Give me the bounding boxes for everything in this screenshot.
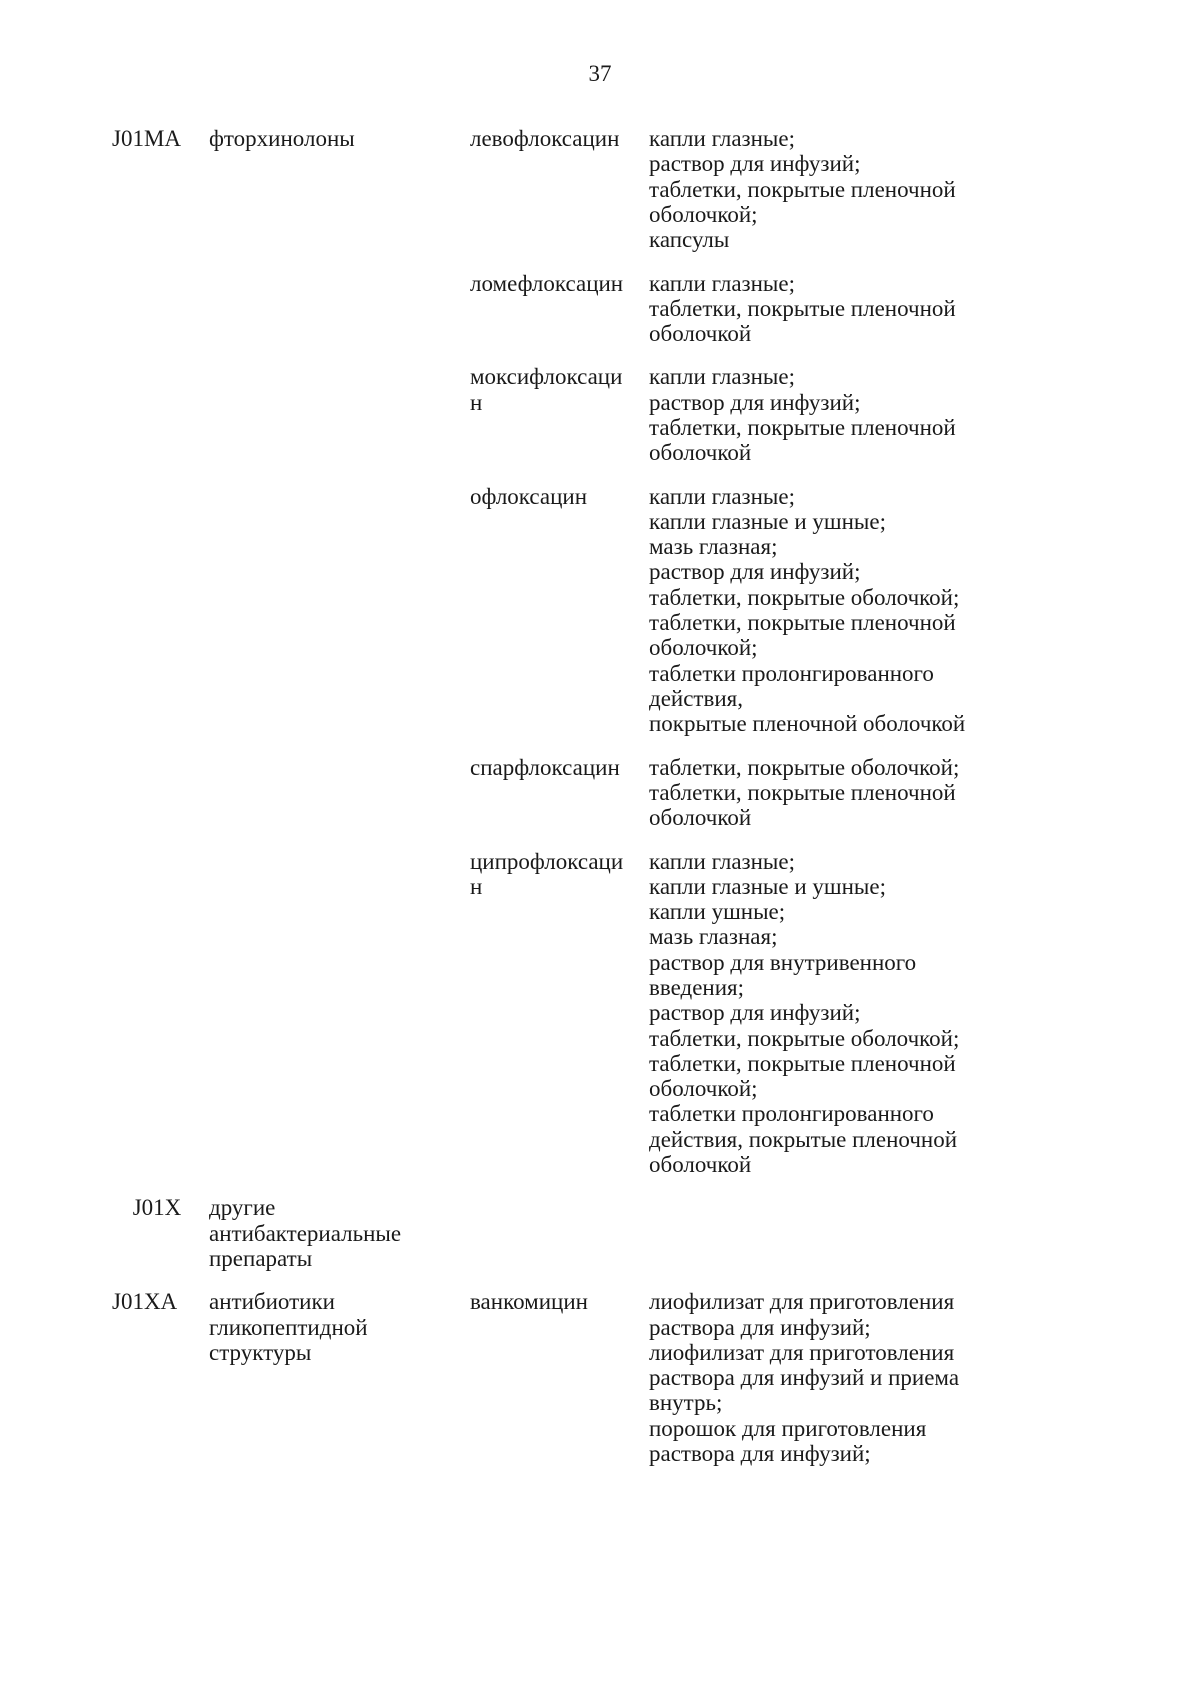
dosage-forms-line: раствор для инфузий; bbox=[649, 389, 861, 415]
drug-name bbox=[470, 1289, 650, 1314]
dosage-forms bbox=[649, 1289, 994, 1466]
drug-name-line: н bbox=[470, 389, 483, 415]
pharmacological-group-line: препараты bbox=[209, 1245, 313, 1271]
dosage-forms bbox=[649, 364, 994, 465]
dosage-forms-line: порошок для приготовления bbox=[649, 1415, 927, 1441]
dosage-forms-line: капли глазные; bbox=[649, 270, 795, 296]
dosage-forms-line: капсулы bbox=[649, 227, 730, 253]
dosage-forms-line: раствора для инфузий и приема bbox=[649, 1365, 960, 1391]
pharmacological-group-line: структуры bbox=[209, 1339, 312, 1365]
drug-name-line: левофлоксацин bbox=[470, 126, 620, 151]
atc-code: J01X bbox=[132, 1195, 182, 1221]
dosage-forms-line: таблетки пролонгированного bbox=[649, 1101, 934, 1127]
dosage-forms-line: таблетки, покрытые пленочной bbox=[649, 295, 956, 321]
drug-name bbox=[470, 271, 650, 296]
dosage-forms-line: таблетки, покрытые пленочной bbox=[649, 1050, 956, 1076]
drug-name bbox=[470, 364, 650, 415]
dosage-forms-line: внутрь; bbox=[649, 1390, 723, 1416]
dosage-forms-line: действия, покрытые пленочной bbox=[649, 1126, 958, 1152]
drug-name-line: офлоксацин bbox=[470, 483, 588, 509]
pharmacological-group-line: фторхинолоны bbox=[209, 126, 355, 151]
dosage-forms-line: раствора для инфузий; bbox=[649, 1441, 871, 1467]
dosage-forms-line: таблетки, покрытые оболочкой; bbox=[649, 754, 960, 780]
dosage-forms-line: капли глазные; bbox=[649, 364, 795, 390]
dosage-forms-line: таблетки, покрытые пленочной bbox=[649, 610, 956, 636]
dosage-forms bbox=[649, 126, 994, 252]
dosage-forms bbox=[649, 755, 994, 831]
dosage-forms-line: таблетки, покрытые оболочкой; bbox=[649, 584, 960, 610]
table-row bbox=[112, 364, 992, 465]
dosage-forms-line: таблетки, покрытые пленочной bbox=[649, 176, 956, 202]
table-row bbox=[112, 755, 992, 831]
drug-name bbox=[470, 484, 650, 509]
dosage-forms-line: мазь глазная; bbox=[649, 534, 778, 560]
dosage-forms-line: капли глазные и ушные; bbox=[649, 873, 886, 899]
dosage-forms-line: капли глазные; bbox=[649, 483, 795, 509]
dosage-forms-line: раствор для инфузий; bbox=[649, 559, 861, 585]
table-row bbox=[112, 1195, 992, 1271]
atc-code: J01XA bbox=[112, 1289, 178, 1315]
dosage-forms-line: введения; bbox=[649, 974, 744, 1000]
table-row bbox=[112, 271, 992, 347]
pharmacological-group-line: гликопептидной bbox=[209, 1314, 368, 1340]
pharmacological-group bbox=[209, 126, 459, 151]
table-row bbox=[112, 849, 992, 1178]
table-row bbox=[112, 484, 992, 737]
drug-name-line: моксифлоксаци bbox=[470, 364, 623, 390]
dosage-forms-line: раствор для внутривенного bbox=[649, 949, 917, 975]
dosage-forms-line: раствор для инфузий; bbox=[649, 151, 861, 177]
dosage-forms bbox=[649, 849, 994, 1178]
table-row bbox=[112, 126, 992, 253]
pharmacological-group-line: антибактериальные bbox=[209, 1220, 402, 1246]
dosage-forms-line: оболочкой; bbox=[649, 1076, 758, 1102]
pharmacological-group bbox=[209, 1289, 459, 1365]
dosage-forms-line: оболочкой bbox=[649, 1152, 752, 1178]
dosage-forms bbox=[649, 484, 994, 737]
dosage-forms-line: капли ушные; bbox=[649, 899, 786, 925]
drug-name-line: спарфлоксацин bbox=[470, 754, 620, 780]
dosage-forms-line: действия, bbox=[649, 685, 743, 711]
dosage-forms-line: таблетки, покрытые пленочной bbox=[649, 779, 956, 805]
dosage-forms-line: оболочкой bbox=[649, 321, 752, 347]
dosage-forms-line: раствор для инфузий; bbox=[649, 1000, 861, 1026]
dosage-forms-line: капли глазные и ушные; bbox=[649, 508, 886, 534]
dosage-forms-line: раствора для инфузий; bbox=[649, 1314, 871, 1340]
dosage-forms-line: оболочкой bbox=[649, 805, 752, 831]
dosage-forms-line: капли глазные; bbox=[649, 848, 795, 874]
drug-name bbox=[470, 126, 650, 151]
drug-name-line: ломефлоксацин bbox=[470, 270, 624, 296]
atc-code: J01MA bbox=[112, 126, 182, 151]
page-number: 37 bbox=[588, 61, 612, 86]
dosage-forms-line: таблетки пролонгированного bbox=[649, 660, 934, 686]
drug-name-line: ванкомицин bbox=[470, 1289, 588, 1315]
dosage-forms-line: оболочкой; bbox=[649, 201, 758, 227]
dosage-forms-line: таблетки, покрытые пленочной bbox=[649, 414, 956, 440]
dosage-forms-line: лиофилизат для приготовления bbox=[649, 1339, 955, 1365]
dosage-forms bbox=[649, 271, 994, 347]
drug-name-line: ципрофлоксаци bbox=[470, 848, 624, 874]
pharmacological-group-line: антибиотики bbox=[209, 1289, 335, 1315]
table-row bbox=[112, 1289, 992, 1466]
drug-name bbox=[470, 755, 650, 780]
dosage-forms-line: капли глазные; bbox=[649, 126, 795, 151]
dosage-forms-line: оболочкой; bbox=[649, 635, 758, 661]
dosage-forms-line: оболочкой bbox=[649, 440, 752, 466]
dosage-forms-line: покрытые пленочной оболочкой bbox=[649, 711, 966, 737]
dosage-forms-line: таблетки, покрытые оболочкой; bbox=[649, 1025, 960, 1051]
drug-name bbox=[470, 849, 650, 900]
dosage-forms-line: лиофилизат для приготовления bbox=[649, 1289, 955, 1315]
pharmacological-group bbox=[209, 1195, 459, 1271]
dosage-forms-line: мазь глазная; bbox=[649, 924, 778, 950]
pharmacological-group-line: другие bbox=[209, 1195, 276, 1221]
drug-name-line: н bbox=[470, 873, 483, 899]
